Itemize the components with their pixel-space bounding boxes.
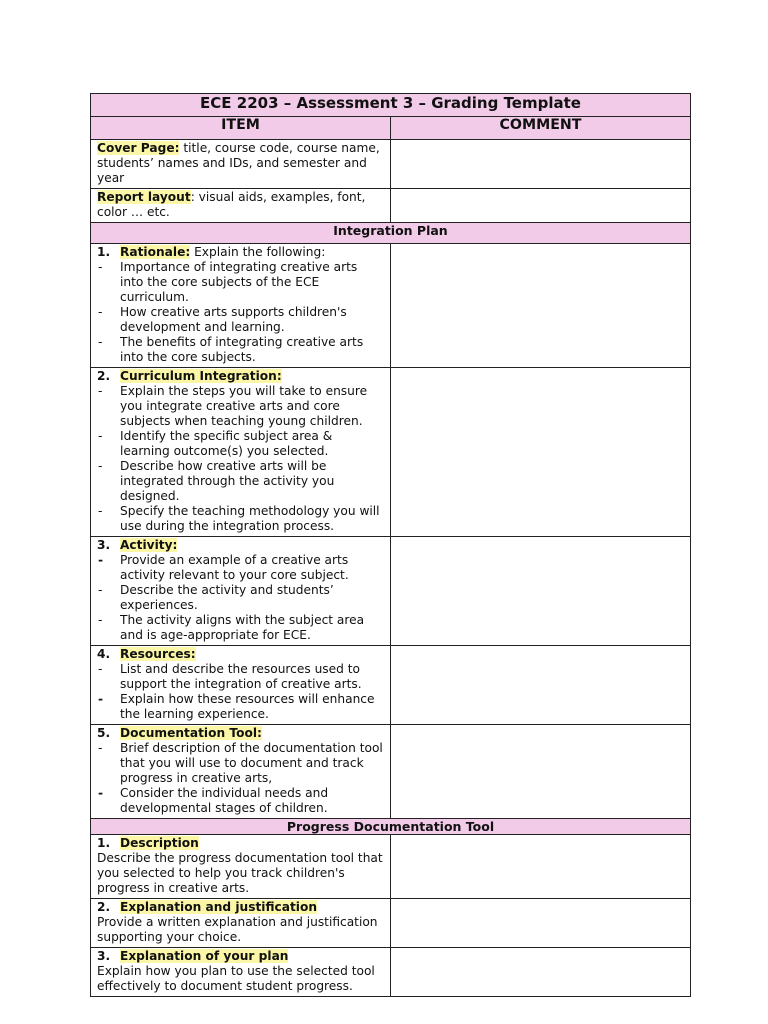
section-title: Integration Plan	[91, 223, 691, 244]
item-column-header: ITEM	[91, 117, 391, 140]
comment-cell[interactable]	[391, 537, 691, 646]
criterion-label: Cover Page:	[97, 141, 180, 155]
table-row-report-layout	[91, 189, 691, 223]
item-cell	[91, 948, 391, 997]
bullet-item: - List and describe the resources used to support the integration of creative arts.	[97, 662, 384, 692]
table-row-curriculum-integration	[91, 368, 691, 537]
item-number: 4.	[97, 647, 111, 661]
table-row-documentation-tool	[91, 725, 691, 819]
document-title: ECE 2203 – Assessment 3 – Grading Template	[91, 94, 691, 117]
criterion-label: Explanation of your plan	[120, 949, 289, 963]
item-cell	[91, 140, 391, 189]
bullet-item: - Importance of integrating creative arts into the core subjects of the ECE curriculum.	[97, 260, 384, 305]
bullet-item: - The benefits of integrating creative arts into the core subjects.	[97, 335, 384, 365]
criterion-text: Provide a written explanation and justification supporting your choice.	[97, 915, 378, 944]
criterion-label: Description	[120, 836, 199, 850]
table-row-rationale	[91, 244, 691, 368]
item-cell	[91, 899, 391, 948]
title-row	[91, 94, 691, 117]
item-number: 5.	[97, 726, 111, 740]
bullet-item: - Describe the activity and students’ experiences.	[97, 583, 384, 613]
comment-column-header: COMMENT	[391, 117, 691, 140]
comment-cell[interactable]	[391, 244, 691, 368]
table-row-explanation-justification	[91, 899, 691, 948]
table-row-activity	[91, 537, 691, 646]
bullet-item: - Specify the teaching methodology you will use during the integration process.	[97, 504, 384, 534]
criterion-intro: Explain the following:	[190, 245, 326, 259]
bullet-item: - The activity aligns with the subject area and is age-appropriate for ECE.	[97, 613, 384, 643]
item-number: 3.	[97, 949, 111, 963]
comment-cell[interactable]	[391, 140, 691, 189]
item-number: 1.	[97, 836, 111, 850]
item-cell	[91, 244, 391, 368]
comment-cell[interactable]	[391, 189, 691, 223]
item-number: 2.	[97, 900, 111, 914]
comment-cell[interactable]	[391, 835, 691, 899]
criterion-text: : visual aids, examples, font, color … etc.	[97, 190, 366, 219]
criterion-label: Activity:	[120, 538, 178, 552]
item-number: 2.	[97, 369, 111, 383]
criterion-label: Documentation Tool:	[120, 726, 262, 740]
bullet-item: - Identify the specific subject area & learning outcome(s) you selected.	[97, 429, 384, 459]
bullet-list	[97, 384, 384, 534]
bullet-list	[97, 260, 384, 365]
criterion-text: Explain how you plan to use the selected tool effectively to document student progress.	[97, 964, 375, 993]
section-row-integration-plan	[91, 223, 691, 244]
criterion-label: Report layout	[97, 190, 191, 204]
criterion-label: Explanation and justification	[120, 900, 318, 914]
item-number: 1.	[97, 245, 111, 259]
bullet-item: ‑ Consider the individual needs and developmental stages of children.	[97, 786, 384, 816]
criterion-label: Resources:	[120, 647, 196, 661]
table-row-description	[91, 835, 691, 899]
criterion-label: Rationale:	[120, 245, 191, 259]
header-row	[91, 117, 691, 140]
criterion-text: title, course code, course name, students’ names and IDs, and semester and year	[97, 141, 380, 185]
table-row-cover-page	[91, 140, 691, 189]
criterion-text: Describe the progress documentation tool that you selected to help you track children's progress in creative arts.	[97, 851, 383, 895]
table-row-explanation-plan	[91, 948, 691, 997]
comment-cell[interactable]	[391, 646, 691, 725]
item-cell	[91, 368, 391, 537]
item-cell	[91, 646, 391, 725]
bullet-list	[97, 553, 384, 643]
bullet-item: ‑ Provide an example of a creative arts activity relevant to your core subject.	[97, 553, 384, 583]
bullet-item: - Explain the steps you will take to ensure you integrate creative arts and core subjects when teaching young children.	[97, 384, 384, 429]
comment-cell[interactable]	[391, 948, 691, 997]
table-row-resources	[91, 646, 691, 725]
bullet-list	[97, 662, 384, 722]
bullet-item: - Brief description of the documentation tool that you will use to document and track progress in creative arts,	[97, 741, 384, 786]
item-cell	[91, 537, 391, 646]
comment-cell[interactable]	[391, 368, 691, 537]
item-cell	[91, 835, 391, 899]
comment-cell[interactable]	[391, 899, 691, 948]
criterion-label: Curriculum Integration:	[120, 369, 282, 383]
item-cell	[91, 189, 391, 223]
bullet-item: - Describe how creative arts will be integrated through the activity you designed.	[97, 459, 384, 504]
bullet-list	[97, 741, 384, 816]
bullet-item: - How creative arts supports children's development and learning.	[97, 305, 384, 335]
comment-cell[interactable]	[391, 725, 691, 819]
item-number: 3.	[97, 538, 111, 552]
grading-template-table	[90, 93, 691, 997]
item-cell	[91, 725, 391, 819]
section-title: Progress Documentation Tool	[91, 819, 691, 835]
section-row-progress-documentation-tool	[91, 819, 691, 835]
bullet-item: ‑ Explain how these resources will enhance the learning experience.	[97, 692, 384, 722]
